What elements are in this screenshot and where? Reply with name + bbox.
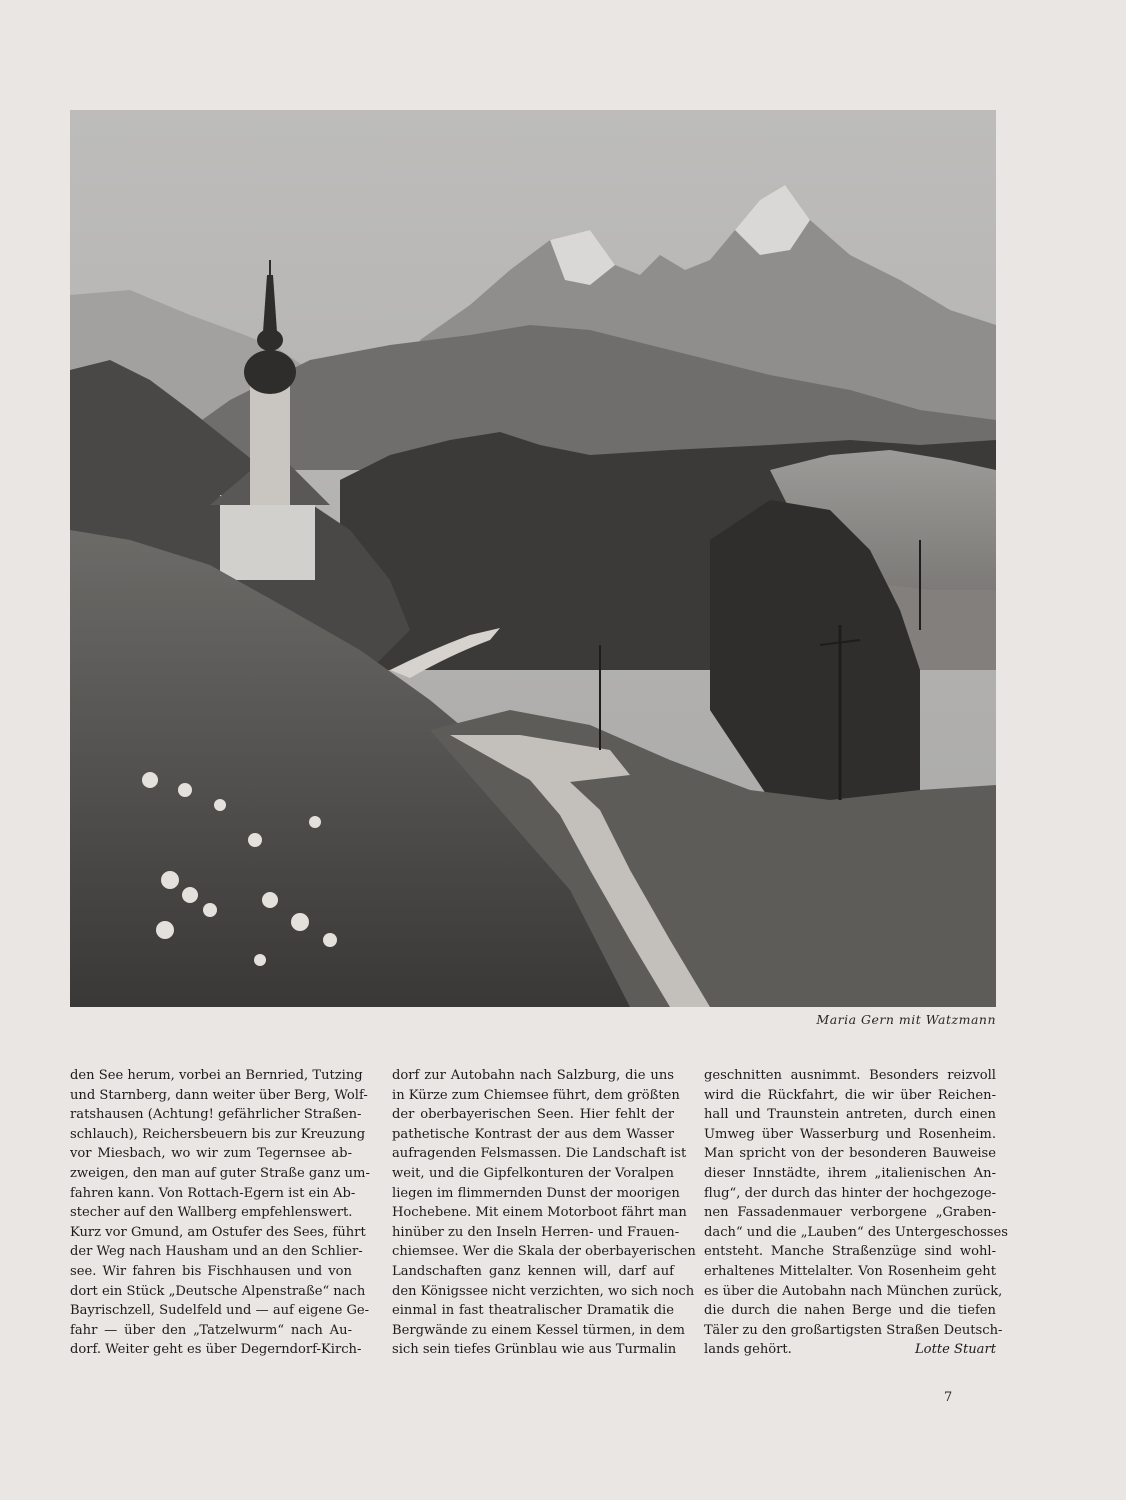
text-line: pathetische Kontrast der aus dem Wasser [392,1126,674,1142]
text-line: stecher auf den Wallberg empfehlenswert. [70,1205,353,1221]
text-line: zweigen, den man auf guter Straße ganz um- [70,1165,370,1181]
text-line: weit, und die Gipfelkonturen der Voralpen [392,1165,674,1181]
text-line: den See herum, vorbei an Bernried, Tutzing [70,1068,363,1083]
text-column-2 [392,1066,696,1360]
text-line: hinüber zu den Inseln Herren- und Frauen- [392,1224,680,1240]
text-line: Man spricht von der besonderen Bauweise [704,1146,996,1162]
text-line: erhaltenes Mittelalter. Von Rosenheim geht [704,1263,996,1279]
text-line: und Starnberg, dann weiter über Berg, Wolf- [70,1087,368,1103]
text-line: aufragenden Felsmassen. Die Landschaft ist [392,1146,687,1162]
landscape-photo [70,110,996,1007]
text-line: Täler zu den großartigsten Straßen Deutsch- [704,1322,1003,1338]
text-line: vor Miesbach, wo wir zum Tegernsee ab- [70,1146,352,1162]
landscape-photo-icon [70,110,996,1007]
text-line: chiemsee. Wer die Skala der oberbayerischen [392,1244,696,1260]
text-line: ratshausen (Achtung! gefährlicher Straßen- [70,1107,362,1123]
text-line: dorf zur Autobahn nach Salzburg, die uns [392,1068,674,1083]
text-line: sich sein tiefes Grünblau wie aus Turmalin [392,1342,677,1358]
text-line: dort ein Stück „Deutsche Alpenstraße“ nach [70,1283,366,1299]
text-line: geschnitten ausnimmt. Besonders reizvoll [704,1068,996,1083]
text-line: der Weg nach Hausham und an den Schlier- [70,1244,363,1260]
text-line: Bayrischzell, Sudelfeld und — auf eigene Ge- [70,1303,370,1319]
text-line: schlauch), Reichersbeuern bis zur Kreuzung [70,1126,366,1142]
text-line: dorf. Weiter geht es über Degerndorf-Kirch- [70,1342,362,1358]
text-line: es über die Autobahn nach München zurück, [704,1283,1003,1299]
text-line: fahren kann. Von Rottach-Egern ist ein Ab- [70,1185,356,1201]
signature-line [704,1340,996,1360]
text-line: der oberbayerischen Seen. Hier fehlt der [392,1107,674,1123]
page-number: 7 [944,1390,953,1405]
text-line: Umweg über Wasserburg und Rosenheim. [704,1126,996,1142]
text-line: einmal in fast theatralischer Dramatik die [392,1303,674,1319]
text-line: Kurz vor Gmund, am Ostufer des Sees, führt [70,1224,366,1240]
text-line: Bergwände zu einem Kessel türmen, in dem [392,1322,685,1338]
text-line: in Kürze zum Chiemsee führt, dem größten [392,1087,680,1103]
text-line: flug“, der durch das hinter der hochgezoge- [704,1185,996,1201]
text-line: Landschaften ganz kennen will, darf auf [392,1263,674,1279]
text-line: see. Wir fahren bis Fischhausen und von [70,1263,352,1279]
text-line: den Königssee nicht verzichten, wo sich noch [392,1283,695,1299]
text-line: liegen im flimmernden Dunst der moorigen [392,1185,680,1201]
text-line: nen Fassadenmauer verborgene „Graben- [704,1205,996,1221]
text-line: Hochebene. Mit einem Motorboot fährt man [392,1205,687,1221]
text-line: entsteht. Manche Straßenzüge sind wohl- [704,1244,996,1260]
text-line: die durch die nahen Berge und die tiefen [704,1303,996,1319]
text-column-3 [704,1066,1008,1360]
last-text-line: lands gehört. [704,1342,792,1358]
article-body [70,1066,1008,1366]
text-line: wird die Rückfahrt, die wir über Reichen- [704,1087,996,1103]
author-signature: Lotte Stuart [914,1342,996,1358]
text-line: dieser Innstädte, ihrem „italienischen An- [704,1165,996,1181]
text-column-1 [70,1066,370,1360]
text-line: hall und Traunstein antreten, durch einen [704,1107,996,1123]
photo-caption: Maria Gern mit Watzmann [816,1012,996,1027]
text-line: dach“ und die „Lauben“ des Untergeschosses [704,1224,1008,1240]
text-line: fahr — über den „Tatzelwurm“ nach Au- [70,1322,352,1338]
